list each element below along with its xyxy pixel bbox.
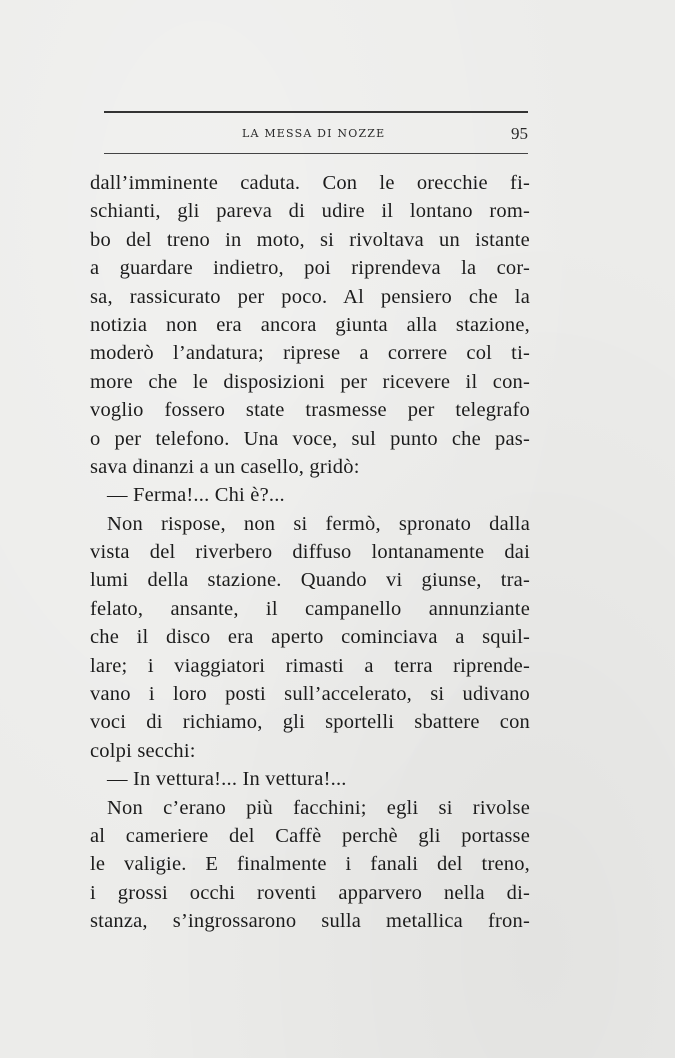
text-line: vista del riverbero diffuso lontanamente dai xyxy=(90,541,530,564)
text-line: more che le disposizioni per ricevere il con- xyxy=(90,370,530,393)
text-line: voglio fossero state trasmesse per telegrafo xyxy=(90,399,530,422)
text-line: che il disco era aperto cominciava a squil- xyxy=(90,626,530,649)
text-line: o per telefono. Una voce, sul punto che pas- xyxy=(90,427,530,450)
text-line: Non c’erano più facchini; egli si rivolse xyxy=(107,796,530,819)
text-line: vano i loro posti sull’accelerato, si udivano xyxy=(90,683,530,706)
header-bottom-rule xyxy=(104,153,528,154)
text-line: stanza, s’ingrossarono sulla metallica fron- xyxy=(90,910,530,933)
text-line: sava dinanzi a un casello, gridò: xyxy=(90,455,360,478)
page-number: 95 xyxy=(511,124,528,143)
text-line: colpi secchi: xyxy=(90,739,196,762)
text-line: schianti, gli pareva di udire il lontano rom- xyxy=(90,200,530,223)
dialogue-line: — In vettura!... In vettura!... xyxy=(107,768,347,791)
text-line: a guardare indietro, poi riprendeva la cor- xyxy=(90,257,530,280)
text-line: voci di richiamo, gli sportelli sbattere con xyxy=(90,711,530,734)
text-line: le valigie. E finalmente i fanali del treno, xyxy=(90,853,530,876)
text-line: sa, rassicurato per poco. Al pensiero che la xyxy=(90,285,530,308)
text-line: notizia non era ancora giunta alla stazione, xyxy=(90,313,530,336)
text-line: al cameriere del Caffè perchè gli portasse xyxy=(90,824,530,847)
text-line: lumi della stazione. Quando vi giunse, tra- xyxy=(90,569,530,592)
page-header xyxy=(104,124,528,147)
header-top-rule xyxy=(104,111,528,113)
text-line: dall’imminente caduta. Con le orecchie fi- xyxy=(90,172,530,194)
text-line: lare; i viaggiatori rimasti a terra riprende- xyxy=(90,654,530,677)
running-head: LA MESSA DI NOZZE xyxy=(242,127,386,140)
text-line: felato, ansante, il campanello annunziante xyxy=(90,597,530,620)
text-line: moderò l’andatura; riprese a correre col ti- xyxy=(90,342,530,365)
text-line: Non rispose, non si fermò, spronato dalla xyxy=(107,512,530,535)
text-line: bo del treno in moto, si rivoltava un istante xyxy=(90,228,530,251)
text-line: i grossi occhi roventi apparvero nella di- xyxy=(90,881,530,904)
dialogue-line: — Ferma!... Chi è?... xyxy=(107,484,285,507)
body-text xyxy=(90,169,530,936)
